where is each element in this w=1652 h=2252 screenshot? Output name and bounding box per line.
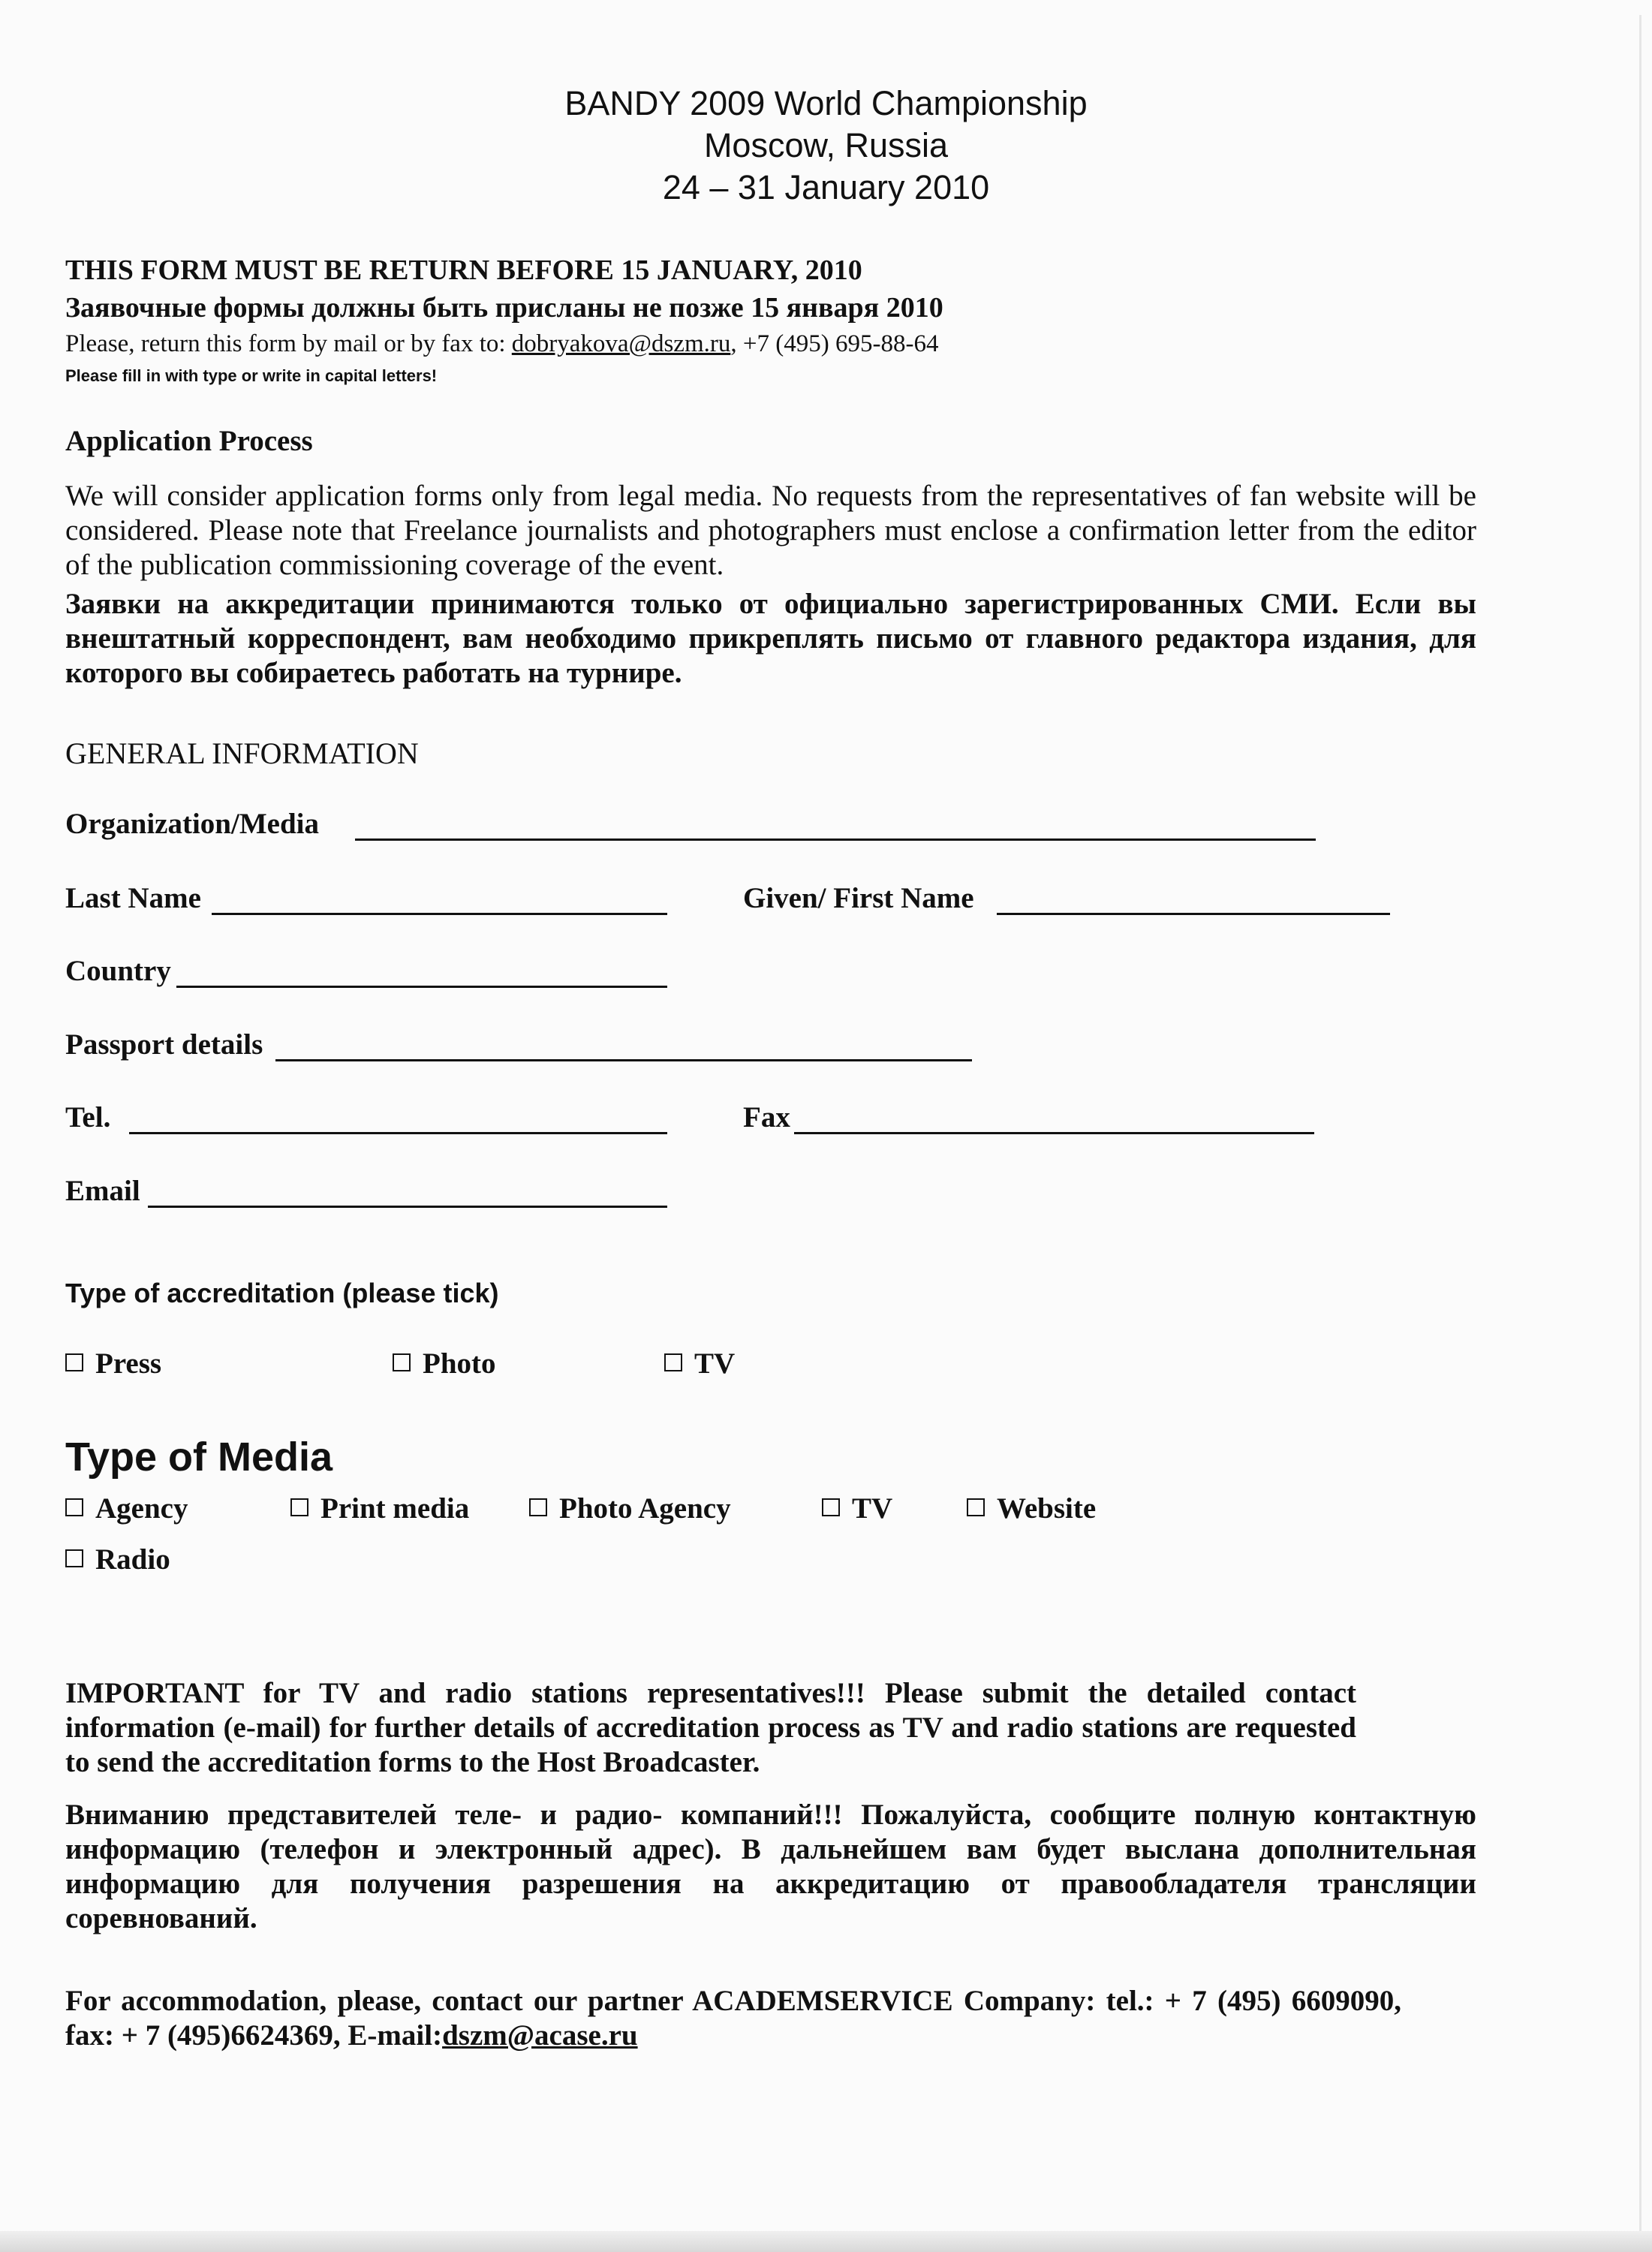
fill-note: Please fill in with type or write in capital letters! [65, 366, 438, 385]
return-instructions [65, 330, 938, 358]
passport-field[interactable] [275, 1059, 972, 1061]
tel-field[interactable] [129, 1132, 667, 1134]
country-field[interactable] [176, 986, 667, 988]
media-tv-checkbox[interactable]: TV [822, 1492, 892, 1525]
accommodation-notice [65, 1984, 1401, 2053]
accommodation-text: For accommodation, please, contact our partner ACADEMSERVICE Company: tel.: + 7 (495) 6609090, fax: + 7 (495)6624369, E-mail: [65, 1985, 1401, 2052]
tel-label: Tel. [65, 1101, 111, 1134]
organization-field[interactable] [355, 838, 1316, 841]
email-label: Email [65, 1175, 140, 1207]
first-name-label: Given/ First Name [743, 882, 974, 914]
checkbox-icon [822, 1498, 840, 1516]
important-russian: Вниманию представителей теле- и радио- компаний!!! Пожалуйста, сообщите полную контактную информацию (телефон и электронный адрес). В дальнейшем вам будет выслана дополнительная информацию для получения разрешения на аккредитацию от правообладателя трансляции соревнований. [65, 1799, 1476, 1934]
checkbox-icon [529, 1498, 547, 1516]
return-email-link[interactable]: dobryakova@dszm.ru [511, 330, 731, 357]
accreditation-heading: Type of accreditation (please tick) [65, 1278, 499, 1308]
media-website-checkbox[interactable]: Website [967, 1492, 1096, 1525]
accreditation-tv-checkbox[interactable]: TV [664, 1347, 735, 1380]
scan-bottom-edge [0, 2231, 1652, 2252]
general-information-heading: GENERAL INFORMATION [65, 736, 419, 770]
checkbox-icon [393, 1353, 411, 1371]
deadline-english: THIS FORM MUST BE RETURN BEFORE 15 JANUARY, 2010 [65, 254, 862, 286]
accommodation-email-link[interactable]: dszm@acase.ru [442, 2019, 638, 2052]
return-prefix: Please, return this form by mail or by fax to: [65, 330, 512, 357]
application-process-russian: Заявки на аккредитации принимаются только от официально зарегистрированных СМИ. Если вы внештатный корреспондент, вам необходимо прикреплять письмо от главного редактора издания, для которого вы собираетесь работать на турнире. [65, 588, 1476, 689]
checkbox-icon [65, 1549, 83, 1567]
important-english: IMPORTANT for TV and radio stations representatives!!! Please submit the detailed contact information (e-mail) for further details of accreditation process as TV and radio stations are requested to send the accreditation forms to the Host Broadcaster. [65, 1677, 1356, 1778]
deadline-russian: Заявочные формы должны быть присланы не позже 15 января 2010 [65, 292, 943, 324]
country-label: Country [65, 955, 171, 987]
event-location: Moscow, Russia [703, 126, 949, 164]
application-process-english: We will consider application forms only from legal media. No requests from the representatives of fan website will be considered. Please note that Freelance journalists and photographers must enclose a confirmation letter from the editor of the publication commissioning coverage of the event. [65, 480, 1476, 581]
event-dates: 24 – 31 January 2010 [662, 168, 990, 206]
scan-edge [1639, 15, 1641, 2237]
last-name-label: Last Name [65, 882, 201, 914]
media-heading: Type of Media [65, 1435, 333, 1480]
email-field[interactable] [148, 1206, 667, 1208]
media-radio-checkbox[interactable]: Radio [65, 1543, 170, 1576]
return-suffix: , +7 (495) 695-88-64 [730, 330, 939, 357]
passport-label: Passport details [65, 1028, 263, 1061]
organization-label: Organization/Media [65, 808, 319, 840]
fax-field[interactable] [794, 1132, 1314, 1134]
checkbox-icon [65, 1353, 83, 1371]
first-name-field[interactable] [997, 913, 1390, 915]
fax-label: Fax [743, 1101, 790, 1134]
checkbox-icon [290, 1498, 308, 1516]
media-photo-agency-checkbox[interactable]: Photo Agency [529, 1492, 731, 1525]
checkbox-icon [664, 1353, 682, 1371]
accreditation-press-checkbox[interactable]: Press [65, 1347, 161, 1380]
checkbox-icon [65, 1498, 83, 1516]
application-process-heading: Application Process [65, 425, 313, 457]
media-agency-checkbox[interactable]: Agency [65, 1492, 188, 1525]
event-title: BANDY 2009 World Championship [564, 84, 1088, 122]
checkbox-icon [967, 1498, 985, 1516]
last-name-field[interactable] [212, 913, 667, 915]
accreditation-photo-checkbox[interactable]: Photo [393, 1347, 496, 1380]
media-print-checkbox[interactable]: Print media [290, 1492, 469, 1525]
